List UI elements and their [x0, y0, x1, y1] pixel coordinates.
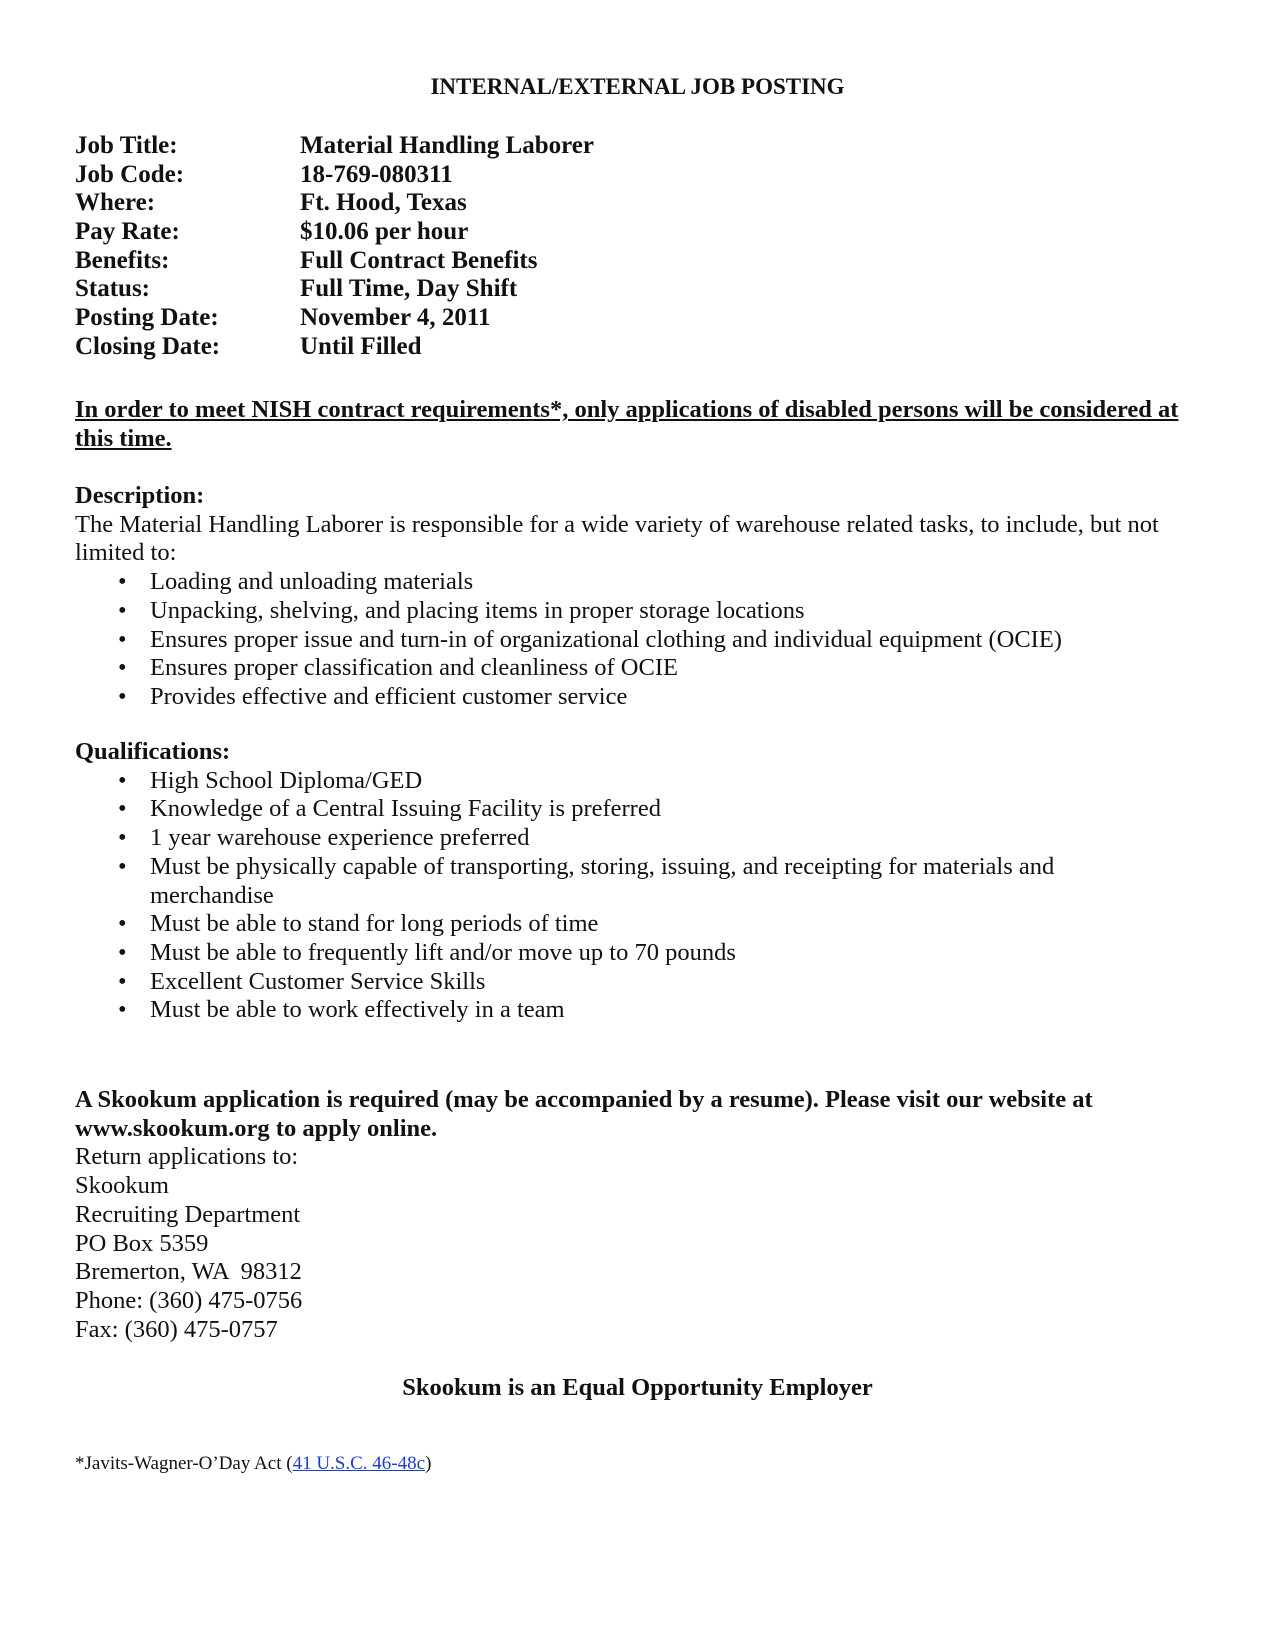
- field-label: Job Code:: [75, 160, 185, 188]
- list-item: [75, 683, 1215, 712]
- address-line: Return applications to:: [75, 1143, 299, 1171]
- field-value: November 4, 2011: [300, 304, 491, 332]
- bullet-icon: •: [118, 568, 127, 596]
- list-item: [75, 597, 1215, 626]
- statute-link[interactable]: 41 U.S.C. 46-48c: [292, 1453, 426, 1474]
- list-item-text: Must be physically capable of transporting, storing, issuing, and receipting for materials and merchandise: [150, 852, 1055, 909]
- bullet-icon: •: [118, 625, 127, 653]
- address-line: Skookum: [75, 1172, 169, 1200]
- footnote-suffix: ): [425, 1453, 432, 1474]
- list-item-text: Loading and unloading materials: [150, 568, 474, 596]
- field-label: Job Title:: [75, 132, 178, 159]
- description-heading: Description:: [75, 482, 205, 509]
- list-item: [75, 910, 1215, 939]
- field-row-job-code: [75, 161, 594, 190]
- qualifications-section: [75, 738, 1215, 1025]
- qualifications-list: [75, 767, 1215, 1025]
- description-section: [75, 482, 1215, 712]
- list-item-text: Ensures proper classification and cleanliness of OCIE: [150, 654, 678, 682]
- equal-opportunity-statement: Skookum is an Equal Opportunity Employer: [402, 1374, 873, 1401]
- document-title: INTERNAL/EXTERNAL JOB POSTING: [430, 74, 845, 99]
- fax-line: Fax: (360) 475-0757: [75, 1315, 278, 1343]
- bullet-icon: •: [118, 824, 127, 852]
- list-item: [75, 767, 1215, 796]
- field-row-job-title: [75, 132, 594, 161]
- bullet-icon: •: [118, 910, 127, 938]
- list-item: [75, 824, 1215, 853]
- qualifications-heading: Qualifications:: [75, 738, 231, 765]
- list-item-text: Excellent Customer Service Skills: [150, 967, 486, 995]
- field-label: Posting Date:: [75, 304, 219, 332]
- field-row-status: [75, 275, 594, 304]
- description-list: [75, 568, 1215, 712]
- phone-line: Phone: (360) 475-0756: [75, 1286, 303, 1314]
- bullet-icon: •: [118, 938, 127, 966]
- bullet-icon: •: [118, 852, 127, 880]
- list-item: [75, 654, 1215, 683]
- field-row-where: [75, 189, 594, 218]
- field-value: Full Contract Benefits: [300, 246, 538, 274]
- bullet-icon: •: [118, 682, 127, 710]
- field-value: Full Time, Day Shift: [300, 275, 518, 303]
- application-section: [75, 1086, 1215, 1344]
- list-item-text: Must be able to stand for long periods of time: [150, 910, 599, 938]
- application-statement: A Skookum application is required (may be accompanied by a resume). Please visit our website at www.skookum.org to apply online.: [75, 1086, 1093, 1142]
- list-item-text: Ensures proper issue and turn-in of organizational clothing and individual equipment (OCIE): [150, 625, 1062, 653]
- bullet-icon: •: [118, 967, 127, 995]
- address-line: Bremerton, WA 98312: [75, 1258, 302, 1286]
- field-value: Ft. Hood, Texas: [300, 189, 467, 217]
- field-row-posting-date: [75, 304, 594, 333]
- field-label: Status:: [75, 275, 151, 303]
- nish-notice: In order to meet NISH contract requirements*, only applications of disabled persons will be considered at this time.: [75, 396, 1179, 452]
- field-row-pay-rate: [75, 218, 594, 247]
- footnote-prefix: *Javits-Wagner-O’Day Act (: [75, 1453, 293, 1474]
- field-value: Until Filled: [300, 332, 422, 360]
- bullet-icon: •: [118, 766, 127, 794]
- field-label: Pay Rate:: [75, 218, 180, 246]
- list-item-text: Must be able to work effectively in a team: [150, 996, 565, 1024]
- field-value: $10.06 per hour: [300, 218, 469, 246]
- job-fields: [75, 132, 594, 362]
- address-line: Recruiting Department: [75, 1200, 301, 1228]
- list-item-text: Provides effective and efficient customer service: [150, 682, 628, 710]
- list-item: [75, 853, 1215, 910]
- field-label: Closing Date:: [75, 332, 221, 360]
- list-item: [75, 795, 1215, 824]
- footnote: [75, 1453, 431, 1475]
- field-value: Material Handling Laborer: [300, 132, 594, 159]
- list-item-text: Must be able to frequently lift and/or move up to 70 pounds: [150, 938, 736, 966]
- field-label: Where:: [75, 189, 156, 217]
- field-row-benefits: [75, 247, 594, 276]
- field-label: Benefits:: [75, 246, 170, 274]
- list-item-text: Knowledge of a Central Issuing Facility is preferred: [150, 795, 661, 823]
- field-row-closing-date: [75, 333, 594, 362]
- list-item: [75, 568, 1215, 597]
- list-item: [75, 626, 1215, 655]
- list-item-text: Unpacking, shelving, and placing items in proper storage locations: [150, 596, 805, 624]
- bullet-icon: •: [118, 654, 127, 682]
- list-item: [75, 968, 1215, 997]
- bullet-icon: •: [118, 996, 127, 1024]
- address-line: PO Box 5359: [75, 1229, 209, 1257]
- list-item-text: 1 year warehouse experience preferred: [150, 824, 530, 852]
- list-item-text: High School Diploma/GED: [150, 766, 423, 794]
- list-item: [75, 939, 1215, 968]
- bullet-icon: •: [118, 795, 127, 823]
- list-item: [75, 996, 1215, 1025]
- field-value: 18-769-080311: [300, 160, 453, 188]
- description-intro: The Material Handling Laborer is responsible for a wide variety of warehouse related tasks, to include, but not limited to:: [75, 510, 1159, 567]
- bullet-icon: •: [118, 596, 127, 624]
